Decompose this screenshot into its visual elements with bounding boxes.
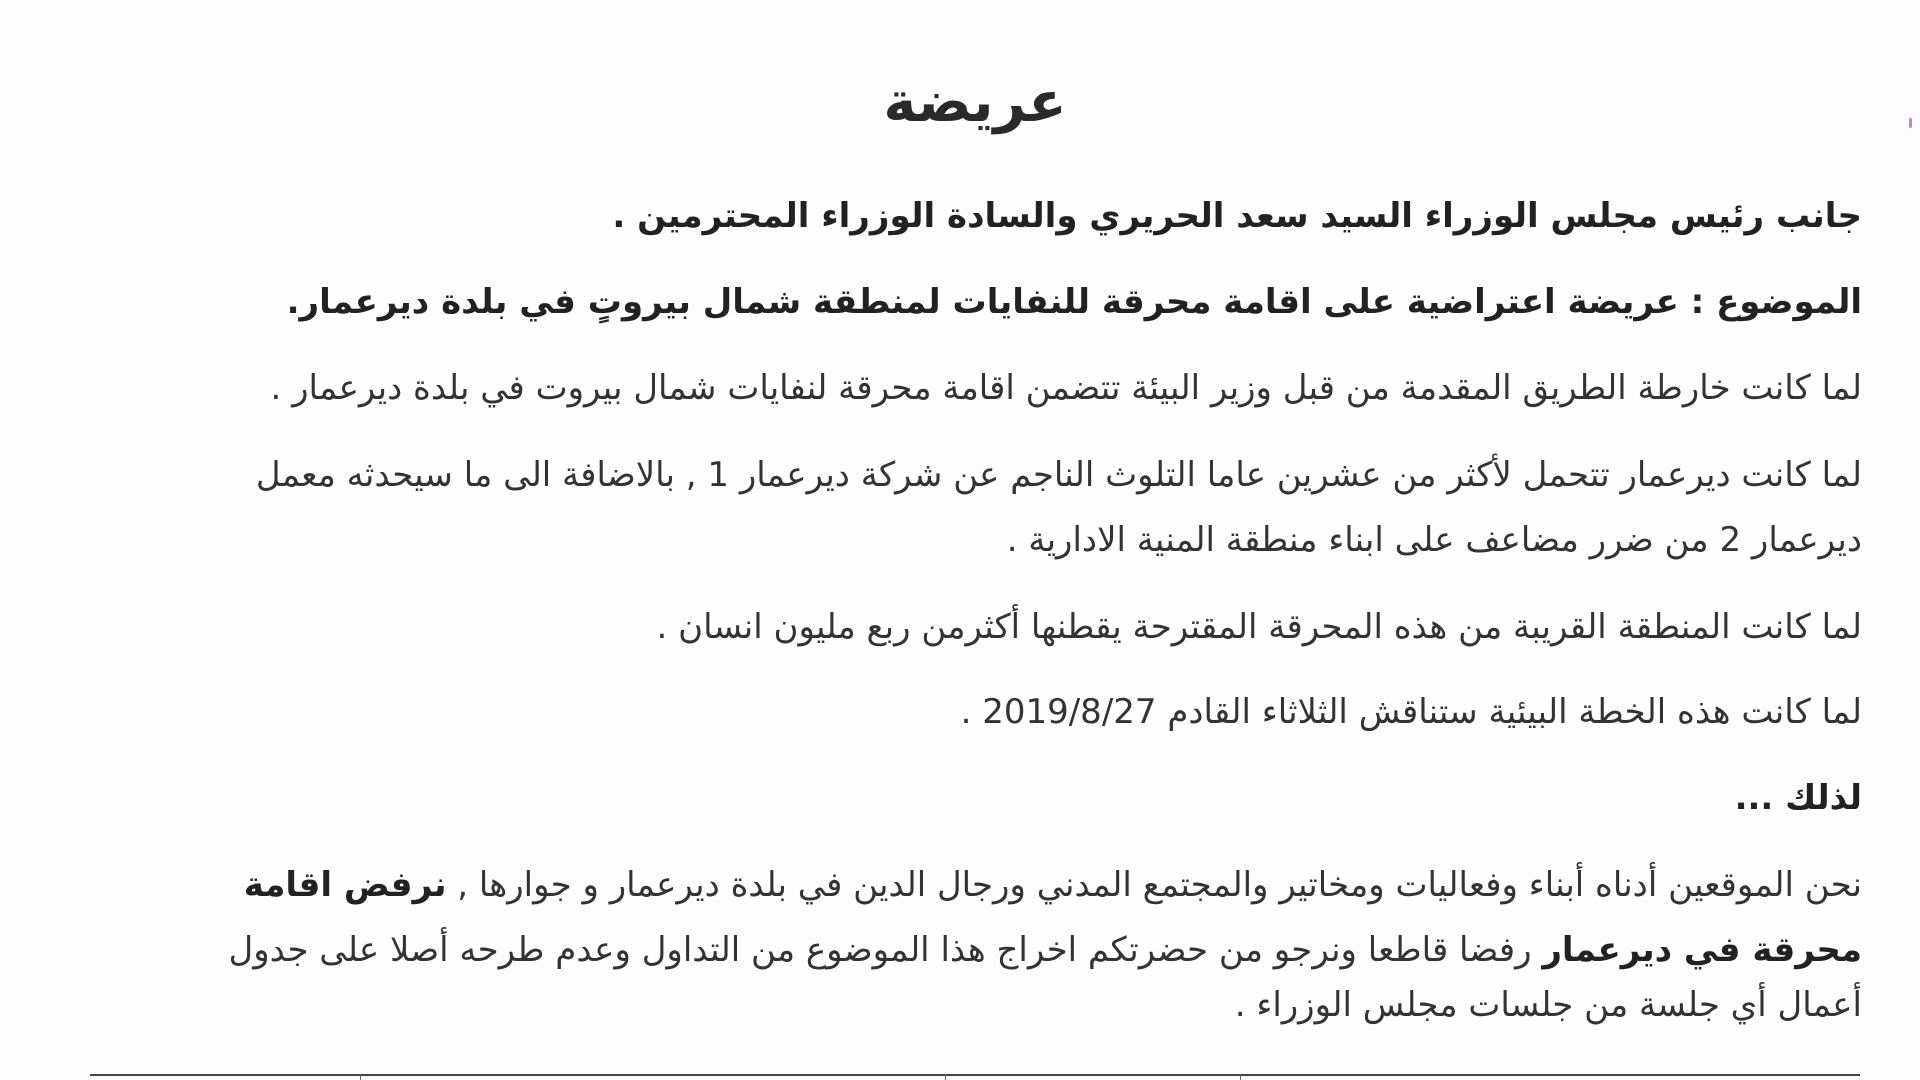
subject-line: الموضوع : عريضة اعتراضية على اقامة محرقة للنفايات لمنطقة شمال بيروتٍ في بلدة ديرعمار. <box>286 282 1862 322</box>
closing-line-3: أعمال أي جلسة من جلسات مجلس الوزراء . <box>1234 985 1862 1025</box>
ink-mark <box>1909 118 1912 128</box>
signature-table-divider <box>945 1074 946 1080</box>
paragraph-meeting-date: لما كانت هذه الخطة البيئية ستناقش الثلاثاء القادم 2019/8/27 . <box>960 692 1862 732</box>
document-title: عريضة <box>883 70 1067 135</box>
closing-line-2 <box>229 930 1862 970</box>
closing-line-1-text: نحن الموقعين أدناه أبناء وفعاليات ومخاتير والمجتمع المدني ورجال الدين في بلدة ديرعمار و جوارها , <box>446 865 1862 905</box>
conclusion-heading: لذلك ... <box>1734 778 1862 818</box>
paragraph-pollution-line-2: ديرعمار 2 من ضرر مضاعف على ابناء منطقة المنية الادارية . <box>1006 520 1862 560</box>
paragraph-population: لما كانت المنطقة القريبة من هذه المحرقة المقترحة يقطنها أكثرمن ربع مليون انسان . <box>656 607 1862 647</box>
signature-table-top-border <box>90 1074 1860 1076</box>
closing-line-1 <box>244 865 1862 905</box>
closing-line-2-emphasis: محرقة في ديرعمار <box>1542 930 1862 970</box>
closing-line-2-text: رفضا قاطعا ونرجو من حضرتكم اخراج هذا الموضوع من التداول وعدم طرحه أصلا على جدول <box>228 930 1543 970</box>
addressee-line: جانب رئيس مجلس الوزراء السيد سعد الحريري والسادة الوزراء المحترمين . <box>612 196 1862 236</box>
paragraph-pollution-line-1: لما كانت ديرعمار تتحمل لأكثر من عشرين عاما التلوث الناجم عن شركة ديرعمار 1 , بالاضافة الى ما سيحدثه معمل <box>255 455 1862 495</box>
signature-table-divider <box>360 1074 361 1080</box>
paragraph-road-map: لما كانت خارطة الطريق المقدمة من قبل وزير البيئة تتضمن اقامة محرقة لنفايات شمال بيروت في بلدة ديرعمار . <box>270 368 1862 408</box>
signature-table-divider <box>1240 1074 1241 1080</box>
closing-line-1-emphasis: نرفض اقامة <box>243 865 447 905</box>
